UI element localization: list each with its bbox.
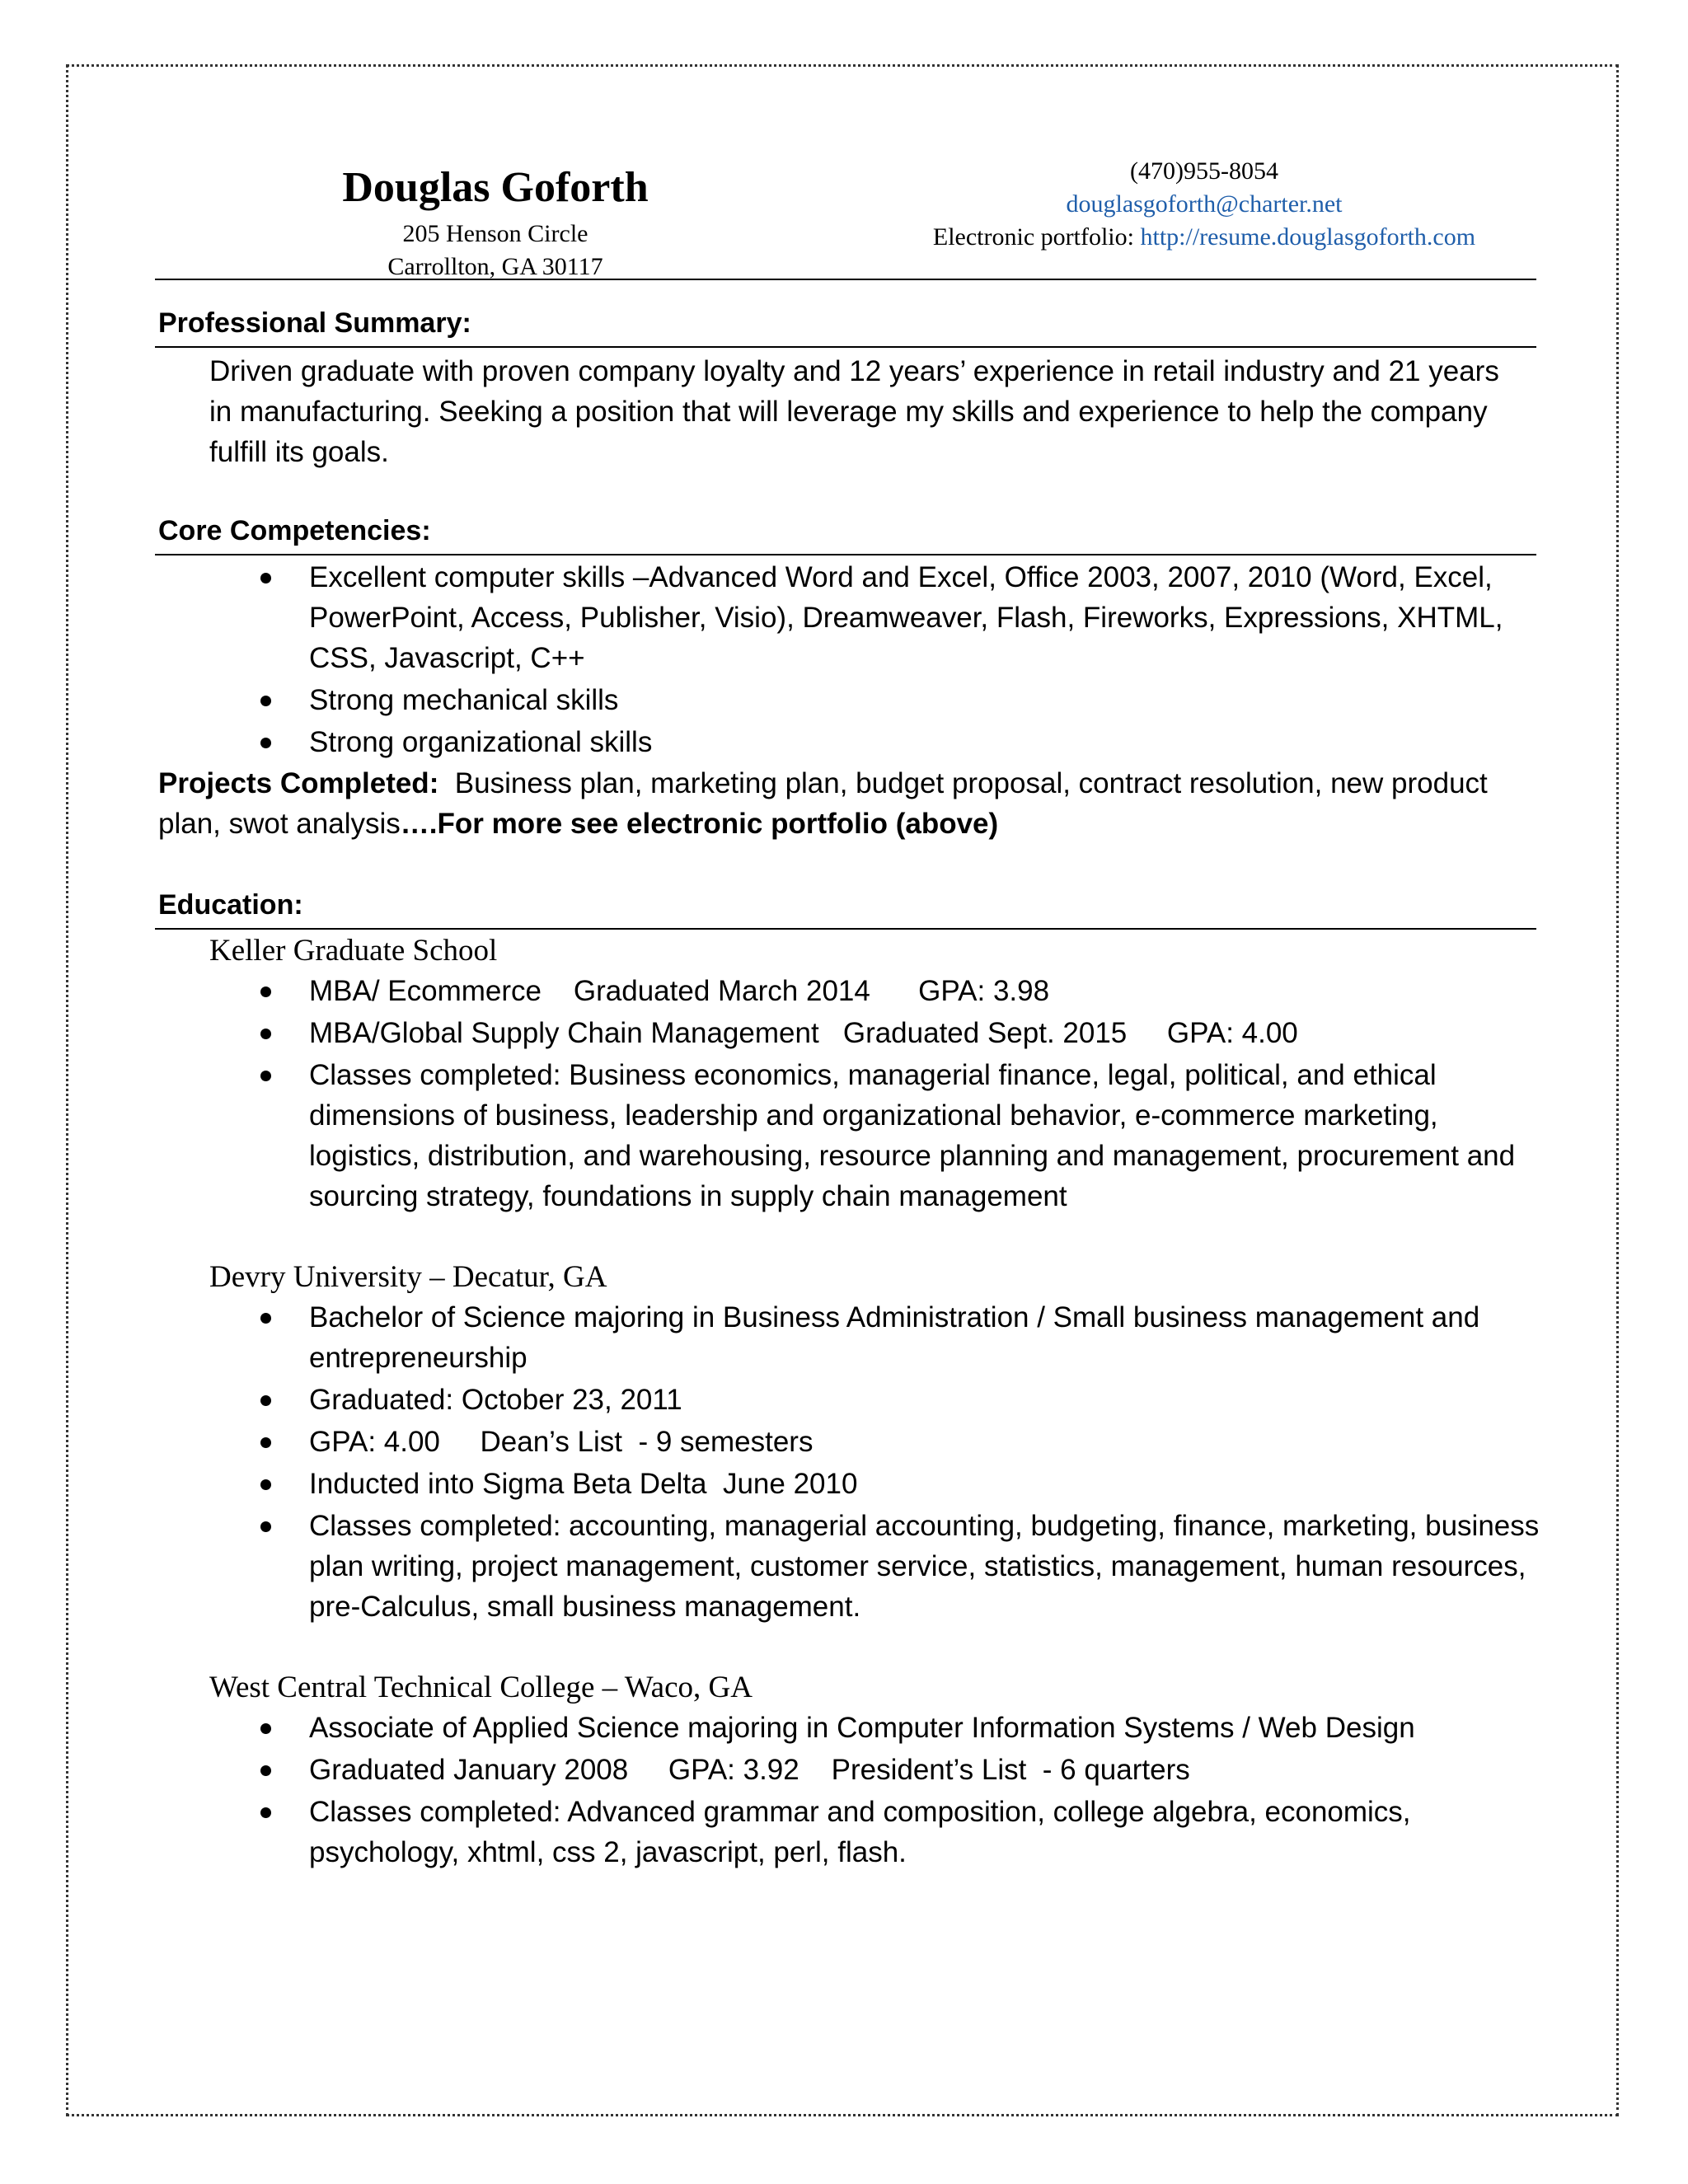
address-line-2: Carrollton, GA 30117 xyxy=(387,253,603,280)
projects-text: Business plan, marketing plan, budget proposal, contract resolution, new product plan, swot analysis xyxy=(158,767,1496,840)
resume-header xyxy=(155,155,1536,280)
bullet-icon xyxy=(260,1029,271,1039)
summary-rule xyxy=(155,346,1536,348)
list-item xyxy=(247,1013,1541,1053)
competencies-rule xyxy=(155,554,1536,555)
bullet-icon xyxy=(260,987,271,997)
list-item xyxy=(247,1792,1541,1872)
portfolio-line xyxy=(872,221,1536,254)
list-item-text: MBA/Global Supply Chain Management Graduated Sept. 2015 GPA: 4.00 xyxy=(309,1017,1298,1049)
candidate-name: Douglas Goforth xyxy=(342,164,649,211)
education-rule xyxy=(155,928,1536,930)
list-item-text: Inducted into Sigma Beta Delta June 2010 xyxy=(309,1468,858,1500)
list-item-text: Excellent computer skills –Advanced Word and Excel, Office 2003, 2007, 2010 (Word, Excel, PowerPoint, Access, Publisher, Visio), Dreamweaver, Flash, Fireworks, Expressions, XHTML, CSS, Javascript, C++ xyxy=(309,561,1503,674)
list-item-text: GPA: 4.00 Dean’s List - 9 semesters xyxy=(309,1426,814,1458)
bullet-icon xyxy=(260,1807,271,1818)
bullet-icon xyxy=(260,1765,271,1776)
list-item-text: Graduated: October 23, 2011 xyxy=(309,1384,682,1416)
projects-more: ….For more see electronic portfolio (above) xyxy=(400,808,999,840)
bullet-icon xyxy=(260,1479,271,1490)
list-item-text: Strong mechanical skills xyxy=(309,684,619,716)
bullet-icon xyxy=(260,1071,271,1081)
list-item xyxy=(247,971,1541,1011)
address-line-1: 205 Henson Circle xyxy=(402,220,588,247)
bullet-icon xyxy=(260,1723,271,1734)
bullet-icon xyxy=(260,1437,271,1448)
portfolio-link[interactable]: http://resume.douglasgoforth.com xyxy=(1140,223,1476,251)
bullet-icon xyxy=(260,738,271,748)
list-item-text: Associate of Applied Science majoring in Computer Information Systems / Web Design xyxy=(309,1712,1415,1744)
list-item-text: Classes completed: Advanced grammar and composition, college algebra, economics, psychology, xhtml, css 2, javascript, perl, flash. xyxy=(309,1796,1411,1868)
summary-heading: Professional Summary: xyxy=(158,307,471,339)
list-item xyxy=(247,1055,1541,1216)
bullet-icon xyxy=(260,696,271,706)
phone-number: (470)955-8054 xyxy=(1130,157,1278,185)
email-link[interactable]: douglasgoforth@charter.net xyxy=(1066,190,1343,218)
school-items xyxy=(247,1708,1541,1874)
list-item xyxy=(247,1380,1541,1420)
list-item-text: Classes completed: accounting, managerial accounting, budgeting, finance, marketing, business plan writing, project management, customer service, statistics, management, human resources, pre-Calculus, small business management. xyxy=(309,1510,1540,1623)
list-item xyxy=(247,1297,1541,1378)
list-item xyxy=(247,1506,1541,1627)
list-item xyxy=(247,1708,1541,1748)
list-item-text: Graduated January 2008 GPA: 3.92 President’s List - 6 quarters xyxy=(309,1754,1190,1786)
list-item xyxy=(247,1464,1541,1504)
contact-right xyxy=(872,155,1536,254)
competencies-list xyxy=(247,557,1541,764)
school-items xyxy=(247,971,1541,1218)
education-heading: Education: xyxy=(158,889,303,921)
list-item-text: Bachelor of Science majoring in Business Administration / Small business management and entrepreneurship xyxy=(309,1301,1480,1374)
school-name: West Central Technical College – Waco, GA xyxy=(209,1671,753,1704)
summary-text: Driven graduate with proven company loyalty and 12 years’ experience in retail industry and 21 years in manufacturing. Seeking a position that will leverage my skills and experience to help the company fulfill its goals. xyxy=(209,355,1499,468)
school-name: Devry University – Decatur, GA xyxy=(209,1260,607,1294)
list-item xyxy=(247,722,1541,762)
list-item xyxy=(247,1750,1541,1790)
bullet-icon xyxy=(260,1521,271,1532)
list-item xyxy=(247,557,1541,678)
list-item xyxy=(247,680,1541,720)
projects-label: Projects Completed: xyxy=(158,767,439,799)
bullet-icon xyxy=(260,1313,271,1324)
projects-paragraph xyxy=(158,763,1543,844)
bullet-icon xyxy=(260,573,271,583)
school-name: Keller Graduate School xyxy=(209,934,498,968)
list-item-text: Strong organizational skills xyxy=(309,726,653,758)
portfolio-label: Electronic portfolio: xyxy=(932,223,1141,251)
school-items xyxy=(247,1297,1541,1629)
list-item xyxy=(247,1422,1541,1462)
bullet-icon xyxy=(260,1395,271,1406)
list-item-text: MBA/ Ecommerce Graduated March 2014 GPA: 3.98 xyxy=(309,975,1050,1007)
competencies-heading: Core Competencies: xyxy=(158,515,431,546)
contact-left xyxy=(155,155,836,284)
list-item-text: Classes completed: Business economics, managerial finance, legal, political, and ethical dimensions of business, leadership and organizational behavior, e-commerce marketing, logistics, distribution, and warehousing, resource planning and management, procurement and sourcing strategy, foundations in supply chain management xyxy=(309,1059,1516,1212)
